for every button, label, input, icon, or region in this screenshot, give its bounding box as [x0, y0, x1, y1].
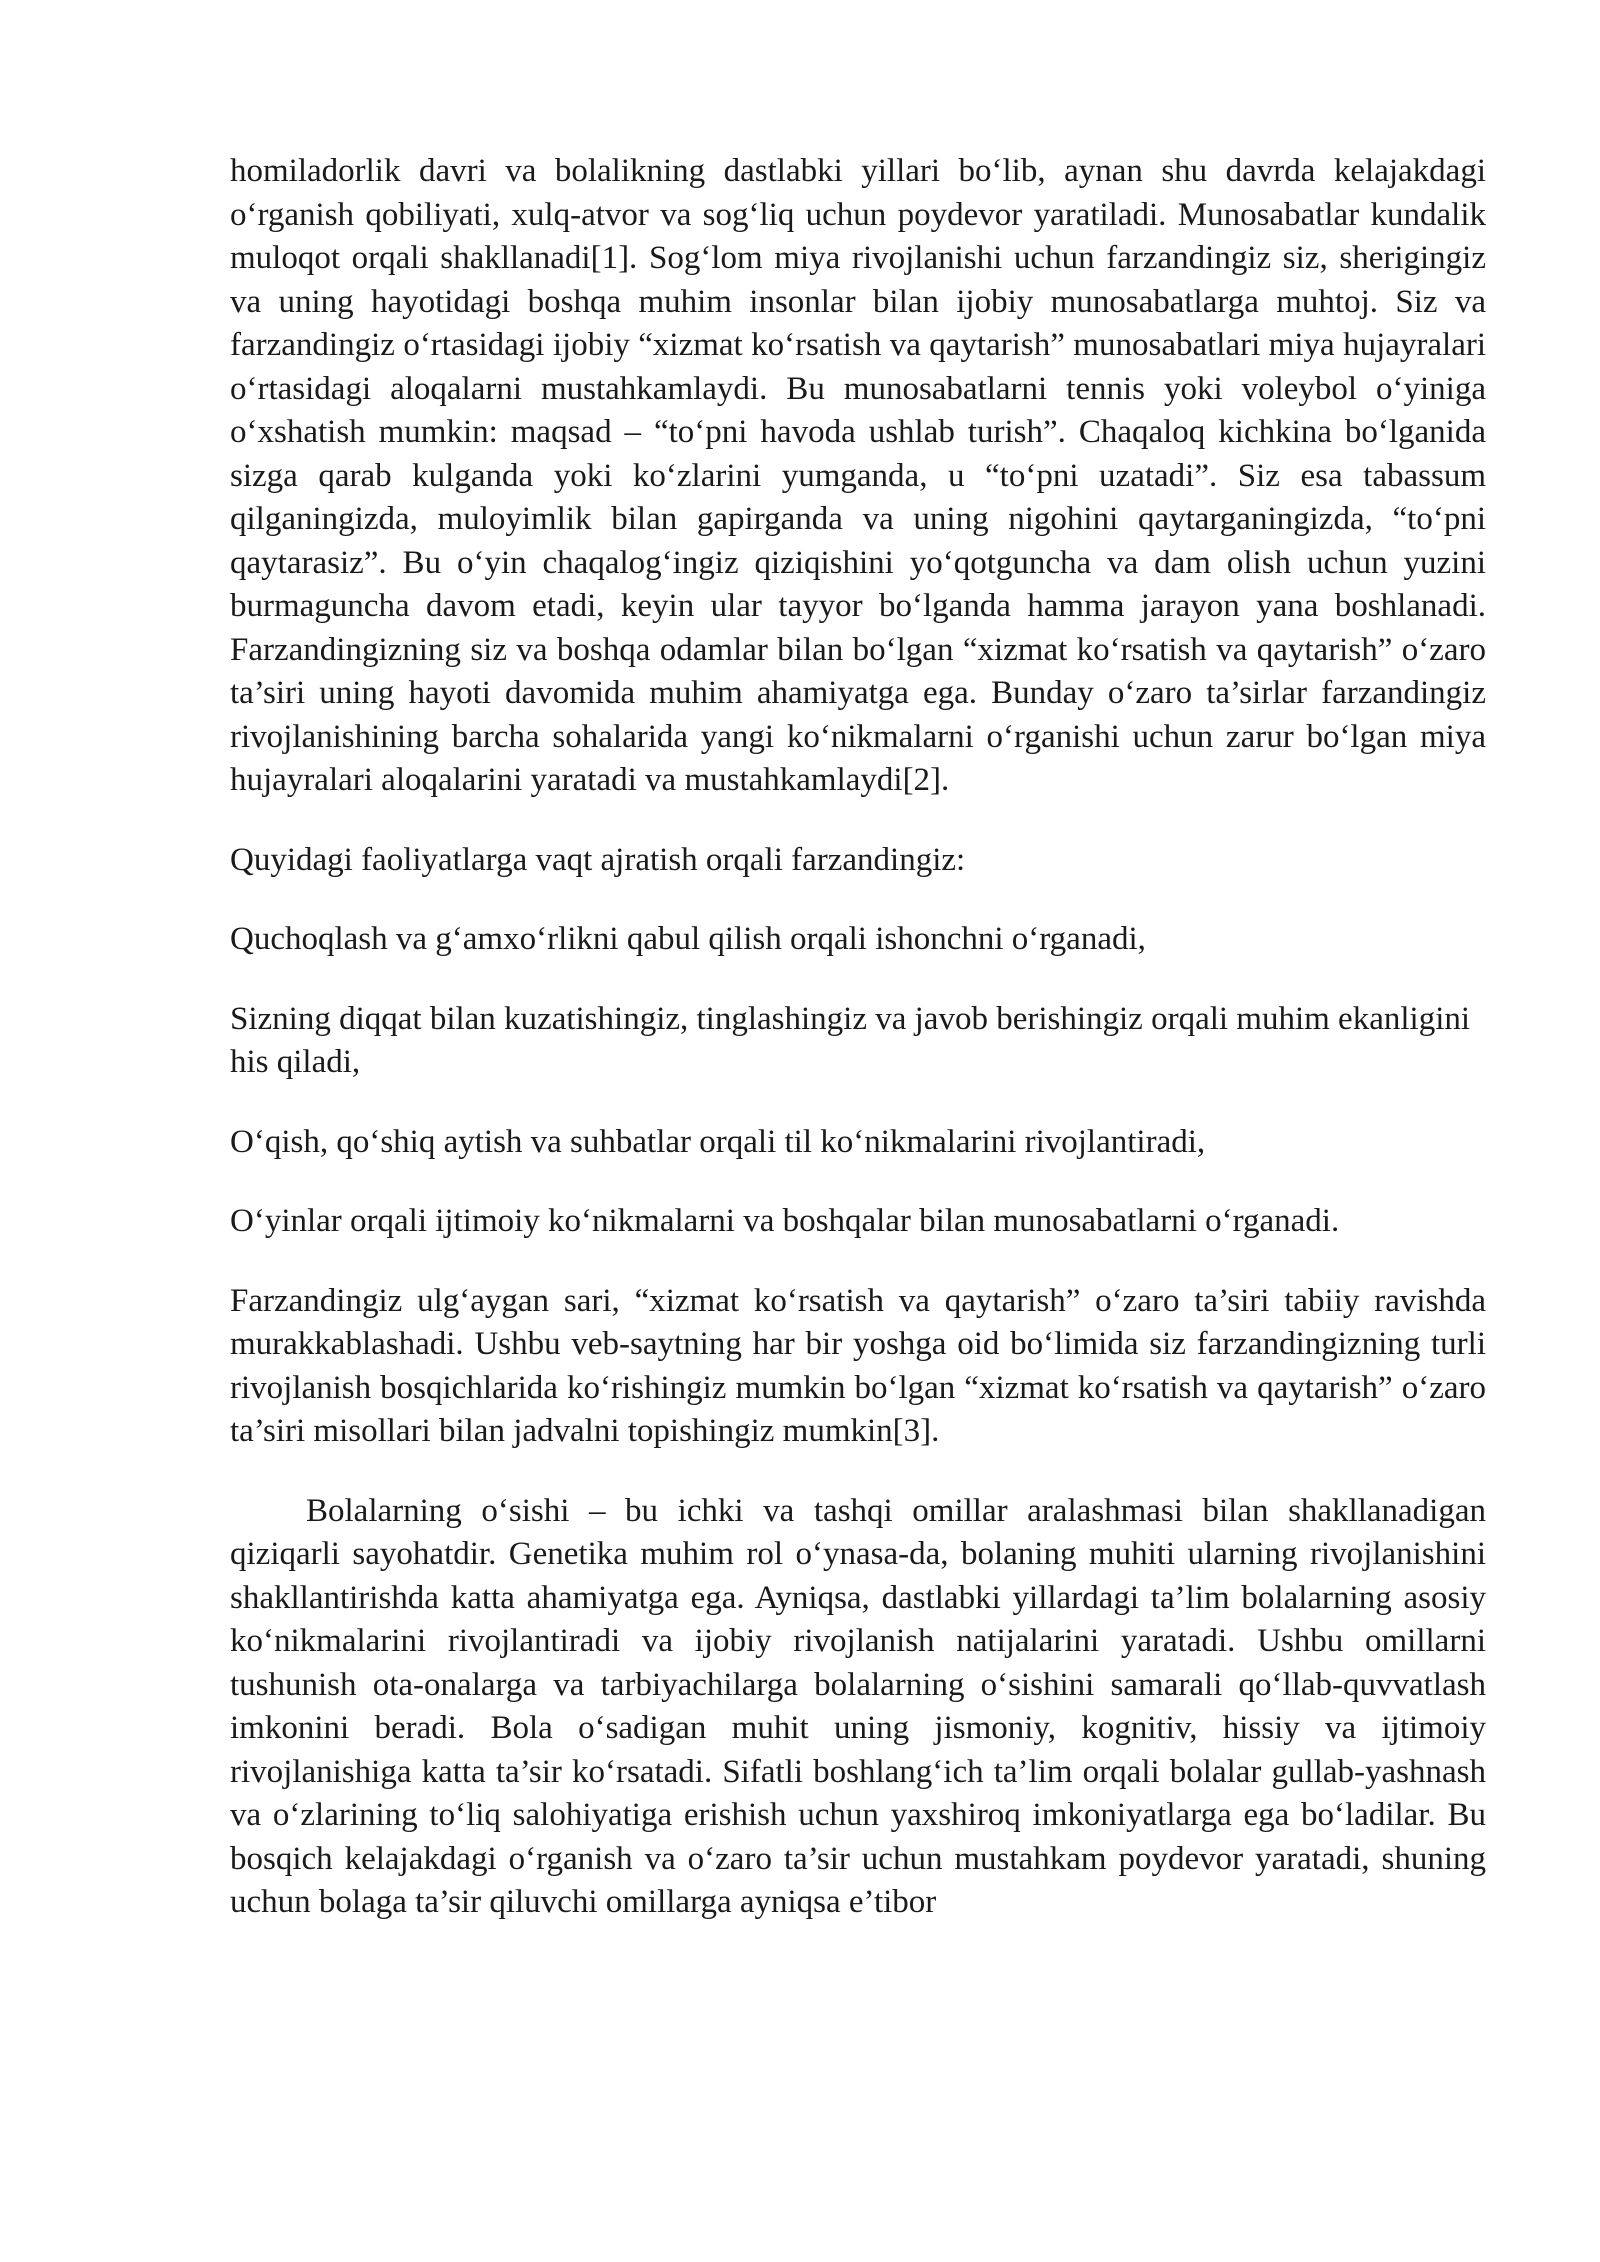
paragraph-child-growth: Bolalarning o‘sishi – bu ichki va tashqi omillar aralashmasi bilan shakllanadigan qiziqarli sayohatdir. Genetika muhim rol o‘ynasa-da, bolaning muhiti ularning rivojlanishini shakllantirishda katta ahamiyatga ega. Ayniqsa, dastlabki yillardagi ta’lim bolalarning asosiy ko‘nikmalarini rivojlantiradi va ijobiy rivojlanish natijalarini yaratadi. Ushbu omillarni tushunish ota-onalarga va tarbiyachilarga bolalarning o‘sishini samarali qo‘llab-quvvatlash imkonini beradi. Bola o‘sadigan muhit uning jismoniy, kognitiv, hissiy va ijtimoiy rivojlanishiga katta ta’sir ko‘rsatadi. Sifatli boshlang‘ich ta’lim orqali bolalar gullab-yashnash va o‘zlarining to‘liq salohiyatiga erishish uchun yaxshiroq imkoniyatlarga ega bo‘ladilar. Bu bosqich kelajakdagi o‘rganish va o‘zaro ta’sir uchun mustahkam poydevor yaratadi, shuning uchun bolaga ta’sir qiluvchi omillarga ayniqsa e’tibor — [230, 1492, 1486, 1920]
list-item-language: O‘qish, qo‘shiq aytish va suhbatlar orqali til ko‘nikmalarini rivojlantiradi, — [230, 1123, 1206, 1160]
list-item-importance: Sizning diqqat bilan kuzatishingiz, tinglashingiz va javob berishingiz orqali muhim ekanligini his qiladi, — [230, 1000, 1471, 1080]
document-body — [230, 150, 1486, 1925]
list-item-trust: Quchoqlash va g‘amxo‘rlikni qabul qilish orqali ishonchni o‘rganadi, — [230, 921, 1146, 957]
paragraph-brain-development: homiladorlik davri va bolalikning dastlabki yillari bo‘lib, aynan shu davrda kelajakdagi o‘rganish qobiliyati, xulq-atvor va sog‘liq uchun poydevor yaratiladi. Munosabatlar kundalik muloqot orqali shakllanadi[1]. Sog‘lom miya rivojlanishi uchun farzandingiz siz, sherigingiz va uning hayotidagi boshqa muhim insonlar bilan ijobiy munosabatlarga muhtoj. Siz va farzandingiz o‘rtasidagi ijobiy “xizmat ko‘rsatish va qaytarish” munosabatlari miya hujayralari o‘rtasidagi aloqalarni mustahkamlaydi. Bu munosabatlarni tennis yoki voleybol o‘yiniga o‘xshatish mumkin: maqsad – “to‘pni havoda ushlab turish”. Chaqaloq kichkina bo‘lganida sizga qarab kulganda yoki ko‘zlarini yumganda, u “to‘pni uzatadi”. Siz esa tabassum qilganingizda, muloyimlik bilan gapirganda va uning nigohini qaytarganingizda, “to‘pni qaytarasiz”. Bu o‘yin chaqalog‘ingiz qiziqishini yo‘qotguncha va dam olish uchun yuzini burmaguncha davom etadi, keyin ular tayyor bo‘lganda hamma jarayon yana boshlanadi. Farzandingizning siz va boshqa odamlar bilan bo‘lgan “xizmat ko‘rsatish va qaytarish” o‘zaro ta’siri uning hayoti davomida muhim ahamiyatga ega. Bunday o‘zaro ta’sirlar farzandingiz rivojlanishining barcha sohalarida yangi ko‘nikmalarni o‘rganishi uchun zarur bo‘lgan miya hujayralari aloqalarini yaratadi va mustahkamlaydi[2]. — [230, 153, 1486, 798]
paragraph-activities-intro: Quyidagi faoliyatlarga vaqt ajratish orqali farzandingiz: — [230, 841, 966, 878]
paragraph-serve-and-return: Farzandingiz ulg‘aygan sari, “xizmat ko‘rsatish va qaytarish” o‘zaro ta’siri tabiiy ravishda murakkablashadi. Ushbu veb-saytning har bir yoshga oid bo‘limida siz farzandingizning turli rivojlanish bosqichlarida ko‘rishingiz mumkin bo‘lgan “xizmat ko‘rsatish va qaytarish” o‘zaro ta’siri misollari bilan jadvalni topishingiz mumkin[3]. — [230, 1282, 1486, 1449]
list-item-social-skills: O‘yinlar orqali ijtimoiy ko‘nikmalarni va boshqalar bilan munosabatlarni o‘rganadi. — [230, 1203, 1340, 1239]
